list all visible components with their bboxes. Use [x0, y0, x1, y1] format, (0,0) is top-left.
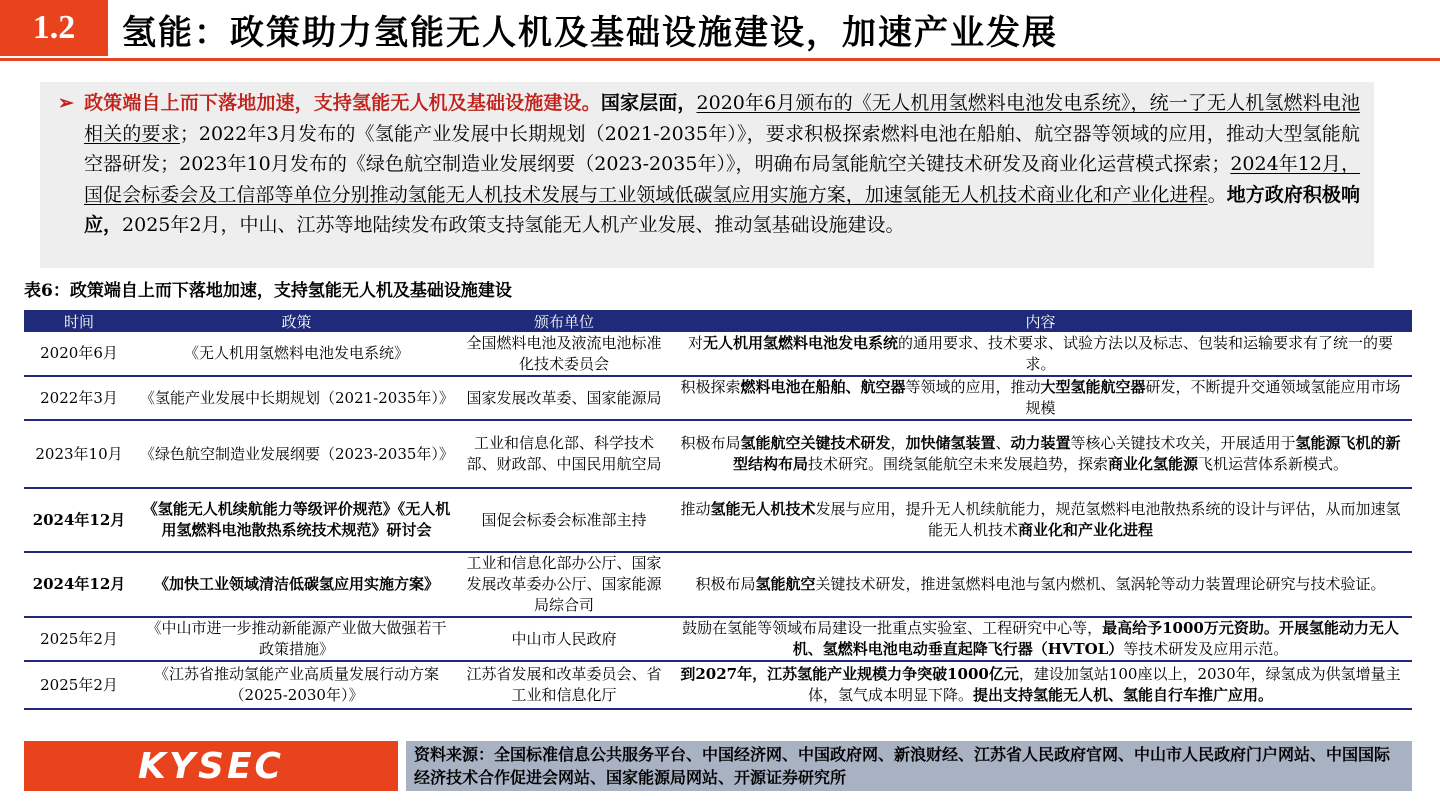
content-highlight: 商业化氢能源 — [1108, 455, 1199, 473]
row-time: 2025年2月 — [24, 661, 134, 709]
content-text: 推动 — [680, 500, 711, 518]
table-row — [24, 488, 1412, 552]
section-number: 1.2 — [0, 0, 108, 56]
row-content — [669, 617, 1412, 661]
content-text: 的通用要求、技术要求、试验方法以及标志、包装和运输要求有了统一的要求。 — [898, 333, 1394, 373]
content-text: 等核心关键技术攻关，开展适用于 — [1070, 434, 1296, 452]
content-text: 技术研究。围绕氢能航空未来发展趋势，探索 — [807, 455, 1108, 473]
row-issuer: 工业和信息化部、科学技术部、财政部、中国民用航空局 — [459, 420, 669, 488]
page-title: 氢能：政策助力氢能无人机及基础设施建设，加速产业发展 — [122, 12, 1058, 53]
content-text: 发展与应用，提升无人机续航能力，规范氢燃料电池散热系统的设计与评估，从而加速氢能无人机技术 — [815, 500, 1401, 539]
summary-text-2: 。 — [1207, 183, 1227, 206]
policy-table — [24, 310, 1412, 710]
summary-text-1: ；2022年3月发布的《氢能产业发展中长期规划（2021-2035年）》，要求积极探索燃料电池在船舶、航空器等领域的应用，推动大型氢能航空器研发；2023年10月发布的《绿色航空制造业发展纲要（2023-2035年）》，明确布局氢能航空关键技术研发及商业化运营模式探索； — [84, 122, 1360, 175]
row-policy: 《江苏省推动氢能产业高质量发展行动方案（2025-2030年）》 — [134, 661, 459, 709]
row-policy: 《中山市进一步推动新能源产业做大做强若干政策措施》 — [134, 617, 459, 661]
header-policy: 政策 — [134, 310, 459, 332]
content-text: 关键技术研发，推进氢燃料电池与氢内燃机、氢涡轮等动力装置理论研究与技术验证。 — [815, 575, 1386, 593]
content-highlight: 氢能航空 — [755, 575, 816, 593]
table-row — [24, 376, 1412, 420]
row-time: 2022年3月 — [24, 376, 134, 420]
row-time: 2024年12月 — [24, 552, 134, 617]
content-highlight: 氢能航空关键技术研发 — [740, 434, 891, 452]
row-content — [669, 420, 1412, 488]
row-issuer: 江苏省发展和改革委员会、省工业和信息化厅 — [459, 661, 669, 709]
summary-box — [40, 82, 1374, 268]
row-policy: 《无人机用氢燃料电池发电系统》 — [134, 332, 459, 376]
content-highlight: 动力装置 — [1010, 434, 1071, 452]
table-caption: 表6：政策端自上而下落地加速，支持氢能无人机及基础设施建设 — [24, 281, 512, 301]
summary-paragraph — [58, 88, 1360, 241]
content-text: 、 — [995, 434, 1011, 452]
row-content — [669, 488, 1412, 552]
content-highlight: 大型氢能航空器 — [1040, 378, 1146, 396]
source-note: 资料来源：全国标准信息公共服务平台、中国经济网、中国政府网、新浪财经、江苏省人民政府官网、中山市人民政府门户网站、中国国际经济技术合作促进会网站、国家能源局网站、开源证券研究所 — [406, 741, 1412, 791]
row-policy: 《加快工业领域清洁低碳氢应用实施方案》 — [134, 552, 459, 617]
row-time: 2023年10月 — [24, 420, 134, 488]
national-label: 国家层面， — [600, 92, 697, 114]
row-time: 2025年2月 — [24, 617, 134, 661]
table-row — [24, 332, 1412, 376]
row-issuer: 中山市人民政府 — [459, 617, 669, 661]
row-issuer: 工业和信息化部办公厅、国家发展改革委办公厅、国家能源局综合司 — [459, 552, 669, 617]
content-text: 积极布局 — [695, 575, 756, 593]
summary-underline-2: 2024年12月，国促会标委会及工信部等单位分别推动氢能无人机技术发展与工业领域低碳氢应用实施方案，加速氢能无人机技术商业化和产业化进程 — [84, 153, 1361, 206]
row-policy: 《绿色航空制造业发展纲要（2023-2035年）》 — [134, 420, 459, 488]
row-issuer: 全国燃料电池及液流电池标准化技术委员会 — [459, 332, 669, 376]
header-issuer: 颁布单位 — [459, 310, 669, 332]
content-highlight: 燃料电池在船舶、航空器 — [740, 378, 906, 396]
row-issuer: 国家发展改革委、国家能源局 — [459, 376, 669, 420]
content-text: ， — [890, 434, 906, 452]
table-body — [24, 332, 1412, 709]
content-text: 积极布局 — [680, 434, 741, 452]
table-row — [24, 420, 1412, 488]
content-text: 飞机运营体系新模式。 — [1198, 455, 1349, 473]
content-highlight: 商业化和产业化进程 — [1018, 521, 1154, 539]
header-content: 内容 — [669, 310, 1412, 332]
content-text: 积极探索 — [680, 378, 741, 396]
row-content — [669, 552, 1412, 617]
row-time: 2024年12月 — [24, 488, 134, 552]
summary-underline-1: 2020年6月颁布的《无人机用氢燃料电池发电系统》，统一了无人机氢燃料电池相关的要求 — [84, 92, 1360, 145]
title-divider — [0, 58, 1440, 61]
local-label: 地方政府积极响应， — [84, 183, 1360, 236]
summary-lead: 政策端自上而下落地加速，支持氢能无人机及基础设施建设。 — [84, 92, 601, 114]
bullet-arrow-icon: ➢ — [58, 92, 74, 114]
brand-logo — [24, 741, 398, 791]
content-text: 等领域的应用，推动 — [905, 378, 1041, 396]
logo-text: KYSEC — [138, 745, 284, 787]
row-content — [669, 661, 1412, 709]
content-text: 鼓励在氢能等领域布局建设一批重点实验室、工程研究中心等， — [682, 619, 1103, 637]
summary-text-3: 2025年2月，中山、江苏等地陆续发布政策支持氢能无人机产业发展、推动氢基础设施建设。 — [122, 214, 905, 236]
content-highlight: 最高给予1000万元资助。开展氢能动力无人机、氢燃料电池电动垂直起降飞行器（HVTOL） — [792, 619, 1399, 658]
content-highlight: 氢能源飞机的新型结构布局 — [732, 434, 1401, 473]
row-content — [669, 376, 1412, 420]
table-row — [24, 552, 1412, 617]
content-text: 对 — [687, 333, 703, 352]
content-highlight: 氢能无人机技术 — [710, 500, 816, 518]
row-policy: 《氢能产业发展中长期规划（2021-2035年）》 — [134, 376, 459, 420]
content-text: 研发，不断提升交通领域氢能应用市场规模 — [1025, 378, 1401, 417]
content-highlight: 到2027年，江苏氢能产业规模力争突破1000亿元 — [680, 665, 1019, 683]
content-highlight: 加快储氢装置 — [905, 434, 996, 452]
content-text: 等技术研发及应用示范。 — [1123, 640, 1289, 658]
table-row — [24, 617, 1412, 661]
table-row — [24, 661, 1412, 709]
row-issuer: 国促会标委会标准部主持 — [459, 488, 669, 552]
content-text: ，建设加氢站100座以上，2030年，绿氢成为供氢增量主体，氢气成本明显下降。 — [807, 665, 1401, 704]
content-highlight: 提出支持氢能无人机、氢能自行车推广应用。 — [973, 686, 1274, 704]
table-header-row — [24, 310, 1412, 332]
row-policy: 《氢能无人机续航能力等级评价规范》《无人机用氢燃料电池散热系统技术规范》研讨会 — [134, 488, 459, 552]
row-content — [669, 332, 1412, 376]
content-highlight: 无人机用氢燃料电池发电系统 — [702, 333, 898, 352]
row-time: 2020年6月 — [24, 332, 134, 376]
header-time: 时间 — [24, 310, 134, 332]
